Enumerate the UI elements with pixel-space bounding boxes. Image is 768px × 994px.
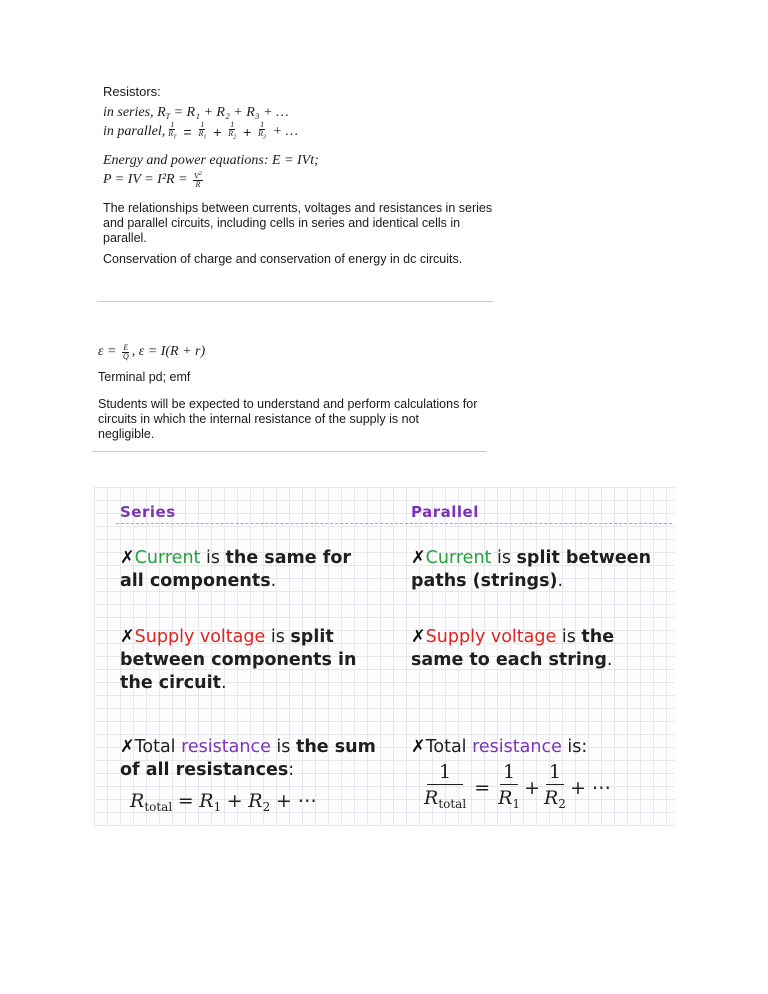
fraction-1-over-r1: $\frac{1}{R_1}$ <box>198 120 207 141</box>
series-voltage-item: ✗Supply voltage is split between components in the circuit. <box>120 627 357 693</box>
cross-icon: ✗ <box>120 548 135 568</box>
cross-icon: ✗ <box>120 627 135 647</box>
parallel-current-item: ✗Current is split between paths (strings). <box>411 548 652 591</box>
parallel-resistance-item: ✗Total resistance is: <box>411 737 588 757</box>
parallel-voltage-item: ✗Supply voltage is the same to each string. <box>411 627 615 670</box>
fraction-1-over-rt: $\frac{1}{R_T}$ <box>168 120 177 141</box>
series-rt: $R_T$ <box>157 104 171 121</box>
conservation-text: Conservation of charge and conservation of energy in dc circuits. <box>103 252 463 266</box>
fraction-v2-over-r: $\frac{V^2}{R}$ <box>194 170 202 190</box>
dashed-divider <box>116 523 672 524</box>
series-equation: in series, $R_T$ = R₁ + R₂ + R₃ + … <box>103 104 289 121</box>
relationships-text: The relationships between currents, voltages and resistances in series and parallel circuits, including cells in series and identical cells in parallel. <box>103 201 493 245</box>
series-resistance-item: ✗Total resistance is the sum of all resistances: <box>120 737 376 780</box>
cross-icon: ✗ <box>411 627 426 647</box>
section-divider <box>97 301 493 302</box>
terms-text: Terminal pd; emf <box>98 370 191 384</box>
series-formula: $R_{total} = R_1 + R_2$ + ⋯ <box>130 790 317 814</box>
series-heading: Series <box>120 503 176 521</box>
parallel-heading: Parallel <box>411 503 479 521</box>
resistors-heading: Resistors: <box>103 84 161 99</box>
section-divider <box>92 451 486 452</box>
students-text: Students will be expected to understand and perform calculations for circuits in which the internal resistance of the supply is not negligible. <box>98 397 478 441</box>
fraction-1-over-r3: $\frac{1}{R_3}$ <box>258 120 267 141</box>
cross-icon: ✗ <box>411 737 426 757</box>
energy-equation: Energy and power equations: E = IVt; <box>103 152 319 168</box>
parallel-equation: in parallel, $\frac{1}{R_T}$ = $\frac{1}{R_1}$ + $\frac{1}{R_2}$ + $\frac{1}{R_3}$ + … <box>103 120 298 141</box>
series-parallel-card <box>94 487 675 826</box>
series-current-item: ✗Current is the same for all components. <box>120 548 351 591</box>
fraction-e-over-q: $\frac{E}{Q}$ <box>122 342 129 361</box>
spec-block-emf <box>98 340 478 442</box>
spec-block-resistors <box>103 84 493 267</box>
power-equation: P = IV = I²R = $\frac{V^2}{R}$ <box>103 170 202 190</box>
cross-icon: ✗ <box>120 737 135 757</box>
emf-equation: ε = $\frac{E}{Q}$ , ε = I(R + r) <box>98 342 206 361</box>
cross-icon: ✗ <box>411 548 426 568</box>
parallel-formula: $\frac{1}{R_{total}}$ = $\frac{1}{R_1}$ + $\frac{1}{R_2}$ + ⋯ <box>424 761 611 811</box>
fraction-1-over-r2: $\frac{1}{R_2}$ <box>228 120 237 141</box>
